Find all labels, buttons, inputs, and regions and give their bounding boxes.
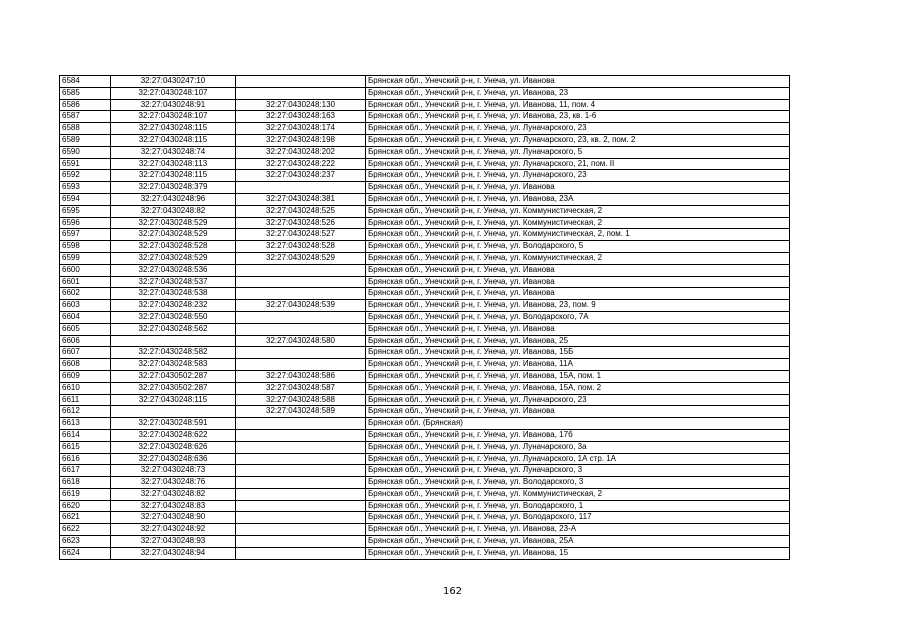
- table-row: [60, 429, 790, 441]
- table-row: [60, 276, 790, 288]
- related-cadastral-number-cell: [236, 359, 366, 371]
- row-number-cell: 6604: [60, 311, 111, 323]
- cadastral-number-cell: 32:27:0430248:528: [111, 241, 236, 253]
- table-row: [60, 441, 790, 453]
- row-number-cell: 6606: [60, 335, 111, 347]
- cadastral-number-cell: 32:27:0430248:115: [111, 123, 236, 135]
- row-number-cell: 6596: [60, 217, 111, 229]
- address-cell: Брянская обл., Унечский р-н, г. Унеча, ул. Луначарского, 3: [366, 465, 790, 477]
- address-cell: Брянская обл., Унечский р-н, г. Унеча, ул. Володарского, 117: [366, 512, 790, 524]
- address-cell: Брянская обл., Унечский р-н, г. Унеча, ул. Луначарского, 23: [366, 170, 790, 182]
- row-number-cell: 6603: [60, 300, 111, 312]
- table-row: [60, 500, 790, 512]
- row-number-cell: 6601: [60, 276, 111, 288]
- row-number-cell: 6584: [60, 76, 111, 88]
- cadastral-number-cell: 32:27:0430248:626: [111, 441, 236, 453]
- row-number-cell: 6621: [60, 512, 111, 524]
- cadastral-number-cell: 32:27:0430248:582: [111, 347, 236, 359]
- table-row: [60, 524, 790, 536]
- table-row: [60, 382, 790, 394]
- table-row: [60, 229, 790, 241]
- related-cadastral-number-cell: 32:27:0430248:586: [236, 370, 366, 382]
- address-cell: Брянская обл., Унечский р-н, г. Унеча, ул. Луначарского, 3а: [366, 441, 790, 453]
- row-number-cell: 6608: [60, 359, 111, 371]
- table-row: [60, 359, 790, 371]
- address-cell: Брянская обл., Унечский р-н, г. Унеча, ул. Иванова, 23, кв. 1-6: [366, 111, 790, 123]
- cadastral-number-cell: 32:27:0430248:115: [111, 170, 236, 182]
- table-row: [60, 311, 790, 323]
- address-cell: Брянская обл., Унечский р-н, г. Унеча, ул. Коммунистическая, 2: [366, 217, 790, 229]
- address-cell: Брянская обл., Унечский р-н, г. Унеча, ул. Иванова: [366, 406, 790, 418]
- address-cell: Брянская обл., Унечский р-н, г. Унеча, ул. Иванова: [366, 182, 790, 194]
- address-cell: Брянская обл., Унечский р-н, г. Унеча, ул. Иванова: [366, 288, 790, 300]
- table-row: [60, 406, 790, 418]
- related-cadastral-number-cell: [236, 488, 366, 500]
- row-number-cell: 6598: [60, 241, 111, 253]
- row-number-cell: 6593: [60, 182, 111, 194]
- table-row: [60, 370, 790, 382]
- row-number-cell: 6609: [60, 370, 111, 382]
- related-cadastral-number-cell: [236, 76, 366, 88]
- row-number-cell: 6616: [60, 453, 111, 465]
- related-cadastral-number-cell: [236, 264, 366, 276]
- table-row: [60, 170, 790, 182]
- related-cadastral-number-cell: [236, 536, 366, 548]
- cadastral-number-cell: 32:27:0430248:82: [111, 205, 236, 217]
- row-number-cell: 6618: [60, 477, 111, 489]
- related-cadastral-number-cell: 32:27:0430248:163: [236, 111, 366, 123]
- table-row: [60, 111, 790, 123]
- address-cell: Брянская обл., Унечский р-н, г. Унеча, ул. Иванова, 11, пом. 4: [366, 99, 790, 111]
- cadastral-number-cell: 32:27:0430248:107: [111, 111, 236, 123]
- related-cadastral-number-cell: 32:27:0430248:525: [236, 205, 366, 217]
- table-row: [60, 217, 790, 229]
- related-cadastral-number-cell: 32:27:0430248:198: [236, 134, 366, 146]
- address-cell: Брянская обл., Унечский р-н, г. Унеча, ул. Коммунистическая, 2: [366, 205, 790, 217]
- related-cadastral-number-cell: [236, 429, 366, 441]
- address-cell: Брянская обл., Унечский р-н, г. Унеча, ул. Иванова, 23, пом. 9: [366, 300, 790, 312]
- cadastral-number-cell: 32:27:0430248:636: [111, 453, 236, 465]
- related-cadastral-number-cell: 32:27:0430248:587: [236, 382, 366, 394]
- table-row: [60, 512, 790, 524]
- row-number-cell: 6622: [60, 524, 111, 536]
- address-cell: Брянская обл., Унечский р-н, г. Унеча, ул. Луначарского, 23, кв. 2, пом. 2: [366, 134, 790, 146]
- table-row: [60, 536, 790, 548]
- related-cadastral-number-cell: 32:27:0430248:589: [236, 406, 366, 418]
- table-row: [60, 300, 790, 312]
- related-cadastral-number-cell: 32:27:0430248:527: [236, 229, 366, 241]
- related-cadastral-number-cell: 32:27:0430248:528: [236, 241, 366, 253]
- cadastral-number-cell: 32:27:0430248:83: [111, 500, 236, 512]
- related-cadastral-number-cell: 32:27:0430248:529: [236, 252, 366, 264]
- address-cell: Брянская обл., Унечский р-н, г. Унеча, ул. Иванова, 11А: [366, 359, 790, 371]
- cadastral-number-cell: [111, 335, 236, 347]
- cadastral-number-cell: 32:27:0430248:90: [111, 512, 236, 524]
- address-cell: Брянская обл., Унечский р-н, г. Унеча, ул. Луначарского, 1А стр. 1А: [366, 453, 790, 465]
- cadastral-number-cell: 32:27:0430248:115: [111, 134, 236, 146]
- cadastral-number-cell: 32:27:0430248:232: [111, 300, 236, 312]
- related-cadastral-number-cell: [236, 311, 366, 323]
- row-number-cell: 6587: [60, 111, 111, 123]
- table-row: [60, 205, 790, 217]
- related-cadastral-number-cell: [236, 465, 366, 477]
- row-number-cell: 6620: [60, 500, 111, 512]
- cadastral-number-cell: 32:27:0430248:76: [111, 477, 236, 489]
- cadastral-number-cell: 32:27:0430248:536: [111, 264, 236, 276]
- table-row: [60, 488, 790, 500]
- row-number-cell: 6586: [60, 99, 111, 111]
- cadastral-number-cell: 32:27:0430248:379: [111, 182, 236, 194]
- row-number-cell: 6615: [60, 441, 111, 453]
- related-cadastral-number-cell: [236, 547, 366, 559]
- related-cadastral-number-cell: [236, 453, 366, 465]
- address-cell: Брянская обл., Унечский р-н, г. Унеча, ул. Коммунистическая, 2: [366, 252, 790, 264]
- table-row: [60, 146, 790, 158]
- related-cadastral-number-cell: [236, 477, 366, 489]
- row-number-cell: 6619: [60, 488, 111, 500]
- address-cell: Брянская обл., Унечский р-н, г. Унеча, ул. Луначарского, 5: [366, 146, 790, 158]
- row-number-cell: 6594: [60, 193, 111, 205]
- cadastral-number-cell: 32:27:0430248:113: [111, 158, 236, 170]
- cadastral-number-cell: 32:27:0430248:591: [111, 418, 236, 430]
- table-row: [60, 335, 790, 347]
- table-row: [60, 134, 790, 146]
- row-number-cell: 6607: [60, 347, 111, 359]
- row-number-cell: 6585: [60, 87, 111, 99]
- row-number-cell: 6597: [60, 229, 111, 241]
- table-row: [60, 347, 790, 359]
- cadastral-number-cell: 32:27:0430248:74: [111, 146, 236, 158]
- address-cell: Брянская обл., Унечский р-н, г. Унеча, ул. Володарского, 7А: [366, 311, 790, 323]
- cadastral-number-cell: 32:27:0430248:96: [111, 193, 236, 205]
- address-cell: Брянская обл., Унечский р-н, г. Унеча, ул. Володарского, 1: [366, 500, 790, 512]
- row-number-cell: 6589: [60, 134, 111, 146]
- cadastral-number-cell: 32:27:0430248:115: [111, 394, 236, 406]
- related-cadastral-number-cell: [236, 288, 366, 300]
- address-cell: Брянская обл., Унечский р-н, г. Унеча, ул. Иванова, 25: [366, 335, 790, 347]
- cadastral-number-cell: 32:27:0430248:537: [111, 276, 236, 288]
- cadastral-number-cell: 32:27:0430502:287: [111, 370, 236, 382]
- related-cadastral-number-cell: 32:27:0430248:222: [236, 158, 366, 170]
- address-cell: Брянская обл., Унечский р-н, г. Унеча, ул. Иванова, 15: [366, 547, 790, 559]
- table-row: [60, 76, 790, 88]
- row-number-cell: 6624: [60, 547, 111, 559]
- table-row: [60, 87, 790, 99]
- address-cell: Брянская обл., Унечский р-н, г. Унеча, ул. Луначарского, 21, пом. II: [366, 158, 790, 170]
- address-cell: Брянская обл., Унечский р-н, г. Унеча, ул. Володарского, 3: [366, 477, 790, 489]
- row-number-cell: 6613: [60, 418, 111, 430]
- page-number: 162: [442, 586, 463, 597]
- table-row: [60, 465, 790, 477]
- address-cell: Брянская обл., Унечский р-н, г. Унеча, ул. Иванова, 17б: [366, 429, 790, 441]
- address-cell: Брянская обл., Унечский р-н, г. Унеча, ул. Иванова, 23: [366, 87, 790, 99]
- table-row: [60, 288, 790, 300]
- related-cadastral-number-cell: [236, 182, 366, 194]
- row-number-cell: 6592: [60, 170, 111, 182]
- row-number-cell: 6602: [60, 288, 111, 300]
- address-cell: Брянская обл., Унечский р-н, г. Унеча, ул. Иванова, 15А, пом. 1: [366, 370, 790, 382]
- cadastral-number-cell: 32:27:0430248:92: [111, 524, 236, 536]
- related-cadastral-number-cell: [236, 87, 366, 99]
- related-cadastral-number-cell: [236, 512, 366, 524]
- cadastral-registry-table: [59, 75, 790, 560]
- related-cadastral-number-cell: 32:27:0430248:202: [236, 146, 366, 158]
- related-cadastral-number-cell: [236, 500, 366, 512]
- row-number-cell: 6600: [60, 264, 111, 276]
- table-row: [60, 99, 790, 111]
- cadastral-number-cell: 32:27:0430248:73: [111, 465, 236, 477]
- address-cell: Брянская обл., Унечский р-н, г. Унеча, ул. Иванова: [366, 76, 790, 88]
- related-cadastral-number-cell: 32:27:0430248:580: [236, 335, 366, 347]
- related-cadastral-number-cell: [236, 524, 366, 536]
- address-cell: Брянская обл., Унечский р-н, г. Унеча, ул. Иванова: [366, 323, 790, 335]
- address-cell: Брянская обл., Унечский р-н, г. Унеча, ул. Коммунистическая, 2, пом. 1: [366, 229, 790, 241]
- table-row: [60, 123, 790, 135]
- cadastral-number-cell: 32:27:0430248:529: [111, 217, 236, 229]
- row-number-cell: 6605: [60, 323, 111, 335]
- row-number-cell: 6590: [60, 146, 111, 158]
- related-cadastral-number-cell: 32:27:0430248:588: [236, 394, 366, 406]
- table-row: [60, 323, 790, 335]
- address-cell: Брянская обл., Унечский р-н, г. Унеча, ул. Луначарского, 23: [366, 123, 790, 135]
- table-row: [60, 418, 790, 430]
- address-cell: Брянская обл., Унечский р-н, г. Унеча, ул. Иванова: [366, 276, 790, 288]
- cadastral-number-cell: 32:27:0430248:529: [111, 229, 236, 241]
- cadastral-number-cell: 32:27:0430248:82: [111, 488, 236, 500]
- table-row: [60, 241, 790, 253]
- cadastral-number-cell: 32:27:0430248:91: [111, 99, 236, 111]
- cadastral-number-cell: 32:27:0430248:529: [111, 252, 236, 264]
- address-cell: Брянская обл., Унечский р-н, г. Унеча, ул. Иванова, 15А, пом. 2: [366, 382, 790, 394]
- cadastral-number-cell: 32:27:0430248:550: [111, 311, 236, 323]
- address-cell: Брянская обл., Унечский р-н, г. Унеча, ул. Володарского, 5: [366, 241, 790, 253]
- address-cell: Брянская обл. (Брянская): [366, 418, 790, 430]
- cadastral-number-cell: 32:27:0430248:583: [111, 359, 236, 371]
- related-cadastral-number-cell: 32:27:0430248:526: [236, 217, 366, 229]
- table-row: [60, 547, 790, 559]
- related-cadastral-number-cell: [236, 441, 366, 453]
- cadastral-number-cell: 32:27:0430248:107: [111, 87, 236, 99]
- related-cadastral-number-cell: [236, 347, 366, 359]
- row-number-cell: 6614: [60, 429, 111, 441]
- address-cell: Брянская обл., Унечский р-н, г. Унеча, ул. Иванова, 23А: [366, 193, 790, 205]
- cadastral-number-cell: 32:27:0430248:622: [111, 429, 236, 441]
- registry-table-body: [60, 76, 790, 560]
- related-cadastral-number-cell: 32:27:0430248:130: [236, 99, 366, 111]
- related-cadastral-number-cell: [236, 323, 366, 335]
- related-cadastral-number-cell: 32:27:0430248:539: [236, 300, 366, 312]
- related-cadastral-number-cell: [236, 276, 366, 288]
- cadastral-number-cell: 32:27:0430248:538: [111, 288, 236, 300]
- address-cell: Брянская обл., Унечский р-н, г. Унеча, ул. Иванова: [366, 264, 790, 276]
- row-number-cell: 6591: [60, 158, 111, 170]
- cadastral-number-cell: 32:27:0430248:562: [111, 323, 236, 335]
- related-cadastral-number-cell: 32:27:0430248:381: [236, 193, 366, 205]
- address-cell: Брянская обл., Унечский р-н, г. Унеча, ул. Иванова, 23-А: [366, 524, 790, 536]
- table-row: [60, 193, 790, 205]
- row-number-cell: 6610: [60, 382, 111, 394]
- cadastral-number-cell: 32:27:0430502:287: [111, 382, 236, 394]
- cadastral-number-cell: 32:27:0430248:94: [111, 547, 236, 559]
- row-number-cell: 6612: [60, 406, 111, 418]
- address-cell: Брянская обл., Унечский р-н, г. Унеча, ул. Иванова, 15Б: [366, 347, 790, 359]
- row-number-cell: 6611: [60, 394, 111, 406]
- row-number-cell: 6623: [60, 536, 111, 548]
- address-cell: Брянская обл., Унечский р-н, г. Унеча, ул. Иванова, 25А: [366, 536, 790, 548]
- address-cell: Брянская обл., Унечский р-н, г. Унеча, ул. Коммунистическая, 2: [366, 488, 790, 500]
- table-row: [60, 477, 790, 489]
- related-cadastral-number-cell: 32:27:0430248:237: [236, 170, 366, 182]
- row-number-cell: 6599: [60, 252, 111, 264]
- cadastral-number-cell: 32:27:0430247:10: [111, 76, 236, 88]
- related-cadastral-number-cell: [236, 418, 366, 430]
- cadastral-number-cell: [111, 406, 236, 418]
- row-number-cell: 6588: [60, 123, 111, 135]
- row-number-cell: 6617: [60, 465, 111, 477]
- related-cadastral-number-cell: 32:27:0430248:174: [236, 123, 366, 135]
- address-cell: Брянская обл., Унечский р-н, г. Унеча, ул. Луначарского, 23: [366, 394, 790, 406]
- table-row: [60, 264, 790, 276]
- row-number-cell: 6595: [60, 205, 111, 217]
- table-row: [60, 394, 790, 406]
- table-row: [60, 182, 790, 194]
- table-row: [60, 252, 790, 264]
- table-row: [60, 158, 790, 170]
- table-row: [60, 453, 790, 465]
- cadastral-number-cell: 32:27:0430248:93: [111, 536, 236, 548]
